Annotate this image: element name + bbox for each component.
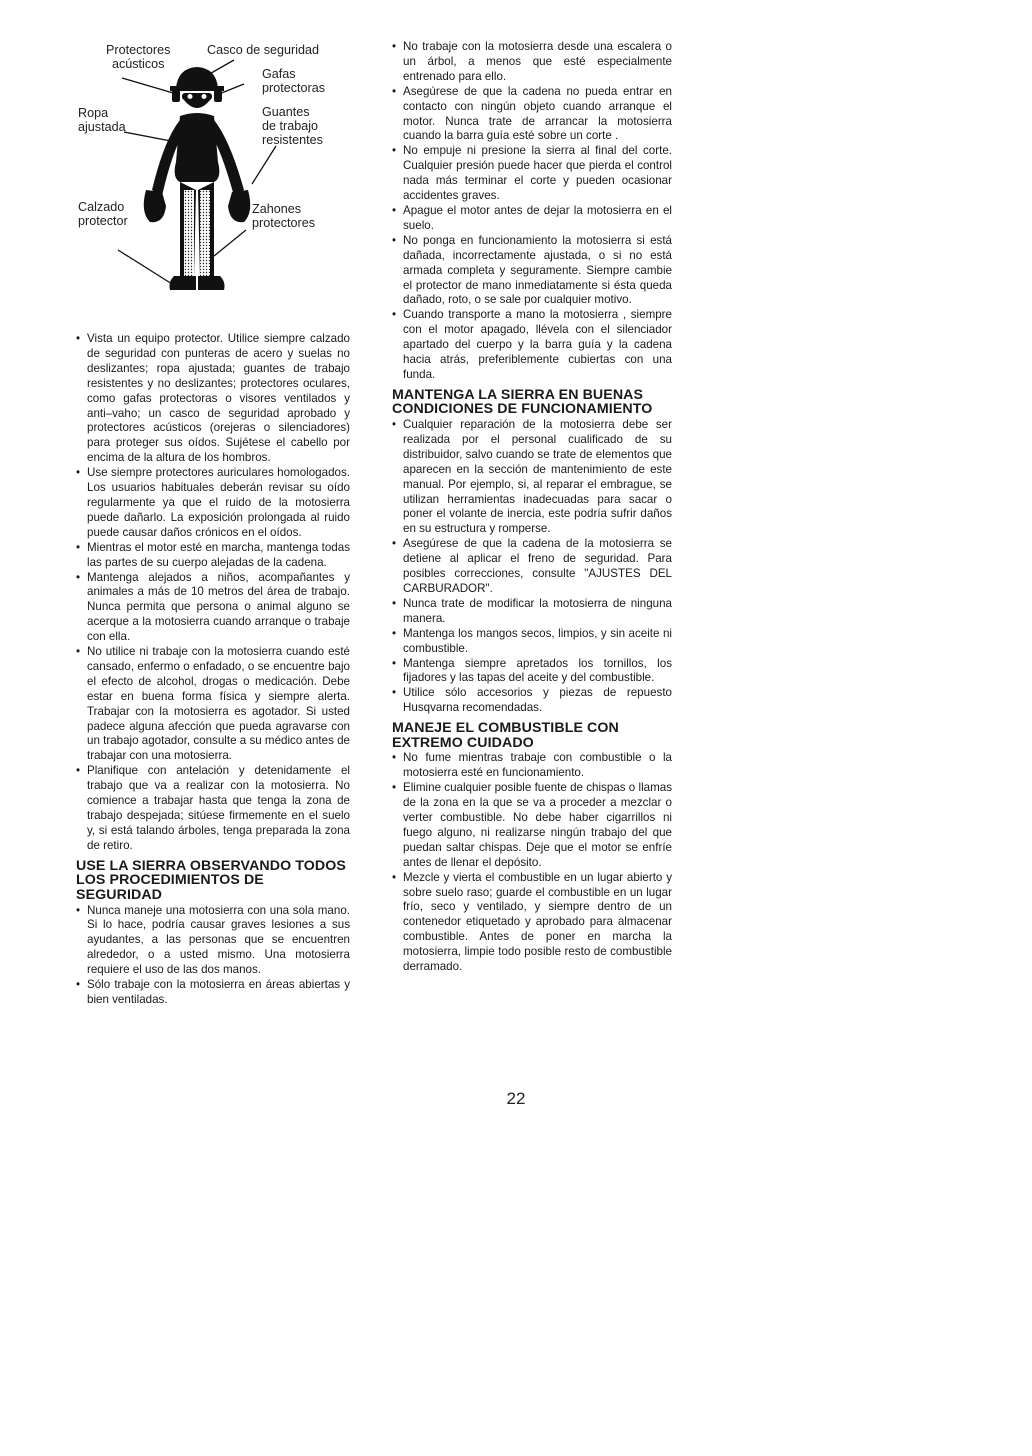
list-item: • Mezcle y vierta el combustible en un lugar abierto y sobre suelo raso; guarde el combustible en un lugar frío, seco y ventilado, y siempre dentro de un contenedor etiquetado y aprobado para almacenar combustible. Antes de poner en marcha la motosierra, limpie todo posible resto de combustible derramado.	[392, 871, 672, 975]
boot-shape	[170, 276, 197, 290]
safety-procedures-list	[76, 904, 350, 1008]
list-item: • Cuando transporte a mano la motosierra , siempre con el motor apagado, llévela con el silenciador apartado del cuerpo y la barra guía y la cadena hacia atrás, preferiblemente cubiertas con una funda.	[392, 308, 672, 383]
label-gloves: Guantes de trabajo resistentes	[262, 105, 323, 147]
label-ear-protection: Protectores acústicos	[106, 43, 171, 71]
intro-list-right	[392, 40, 672, 383]
list-item: • Utilice sólo accesorios y piezas de repuesto Husqvarna recomendadas.	[392, 686, 672, 716]
section-heading-maintenance: MANTENGA LA SIERRA EN BUENAS CONDICIONES DE FUNCIONAMIENTO	[392, 386, 653, 418]
section-heading-fuel: MANEJE EL COMBUSTIBLE CON EXTREMO CUIDADO	[392, 720, 619, 751]
list-item: • Cualquier reparación de la motosierra debe ser realizada por el personal cualificado de su distribuidor, salvo cuando se trate de elementos que aparecen en la sección de mantenimiento de este manual. Por ejemplo, si, al reparar el embrague, se utilizan herramientas inadecuadas para sacar o poner el volante de inercia, este podría sufrir daños en su estructura y romperse.	[392, 418, 672, 537]
list-item: • Asegúrese de que la cadena no pueda entrar en contacto con ningún objeto cuando arranque el motor. Nunca trate de arrancar la motosierra cuando la barra guía esté sobre un corte .	[392, 85, 672, 145]
label-goggles: Gafas protectoras	[262, 67, 325, 95]
label-clothing: Ropa ajustada	[78, 106, 126, 134]
goggles-shape	[182, 93, 212, 100]
helmet-shape	[176, 67, 218, 88]
maintenance-list	[392, 418, 672, 716]
list-item: • Elimine cualquier posible fuente de chispas o llamas de la zona en la que se va a proceder a mezclar o verter combustible. No debe haber cigarrillos ni fuego alguno, ni realizarse ningún trabajo del que puedan saltar chispas. Deje que el motor se enfríe antes de llenar el depósito.	[392, 781, 672, 870]
left-column	[76, 40, 350, 1008]
page-number: 22	[506, 1089, 526, 1108]
label-chaps: Zahones protectores	[252, 202, 315, 230]
protective-equipment-figure	[76, 40, 350, 302]
list-item: • Mientras el motor esté en marcha, mantenga todas las partes de su cuerpo alejadas de la cadena.	[76, 541, 350, 571]
list-item: • No ponga en funcionamiento la motosierra si está dañada, incorrectamente ajustada, o si no está armada completa y seguramente. Siempre cambie el protector de mano inmediatamente si ésta queda dañado, roto, o se sale por cualquier motivo.	[392, 234, 672, 309]
list-item: • Mantenga siempre apretados los tornillos, los fijadores y las tapas del aceite y del combustible.	[392, 657, 672, 687]
list-item: • Mantenga alejados a niños, acompañantes y animales a más de 10 metros del área de trabajo. Nunca permita que persona o animal alguno se acerque a la motosierra cuando arranque o trabaje con ella.	[76, 571, 350, 646]
list-item: • Nunca maneje una motosierra con una sola mano. Si lo hace, podría causar graves lesiones a sus ayudantes, a las personas que se encuentren alrededor, o a usted mismo. Una motosierra requiere el uso de las dos manos.	[76, 904, 350, 979]
list-item: • No utilice ni trabaje con la motosierra cuando esté cansado, enfermo o enfadado, o se encuentre bajo el efecto de alcohol, drogas o medicación. Debe estar en buena forma física y siempre alerta. Trabajar con la motosierra es agotador. Si usted padece alguna afección que pueda agravarse con un trabajo agotador, consulte a su médico antes de trabajar con una motosierra.	[76, 645, 350, 764]
glove-shape	[144, 190, 166, 222]
list-item: • Mantenga los mangos secos, limpios, y sin aceite ni combustible.	[392, 627, 672, 657]
right-column	[392, 40, 672, 975]
label-helmet: Casco de seguridad	[207, 43, 320, 57]
list-item: • Asegúrese de que la cadena de la motosierra se detiene al aplicar el freno de seguridad. Para posibles correcciones, consulte "AJUSTES DEL CARBURADOR".	[392, 537, 672, 597]
list-item: • Vista un equipo protector. Utilice siempre calzado de seguridad con punteras de acero y suelas no deslizantes; ropa ajustada; guantes de trabajo resistentes y no deslizantes; protectores oculares, como gafas protectoras o visores ventilados y anti–vaho; un casco de seguridad aprobado y protectores acústicos (orejeras o silenciadores) para proteger sus oídos. Sujétese el cabello por encima de la altura de los hombros.	[76, 332, 350, 466]
list-item: • Sólo trabaje con la motosierra en áreas abiertas y bien ventiladas.	[76, 978, 350, 1008]
list-item: • No empuje ni presione la sierra al final del corte. Cualquier presión puede hacer que pierda el control nada más terminar el corte y pueden ocasionar accidentes graves.	[392, 144, 672, 204]
section-heading-safety-procedures: USE LA SIERRA OBSERVANDO TODOS LOS PROCEDIMIENTOS DE SEGURIDAD	[76, 857, 346, 903]
list-item: • Apague el motor antes de dejar la motosierra en el suelo.	[392, 204, 672, 234]
intro-list-left	[76, 332, 350, 854]
chaps-shape	[184, 190, 194, 276]
list-item: • Use siempre protectores auriculares homologados. Los usuarios habituales deberán revisar su oído regularmente ya que el ruido de la motosierra puede dañarlo. La exposición prolongada al ruido puede causar daños crónicos en el oídos.	[76, 466, 350, 541]
list-item: • Planifique con antelación y detenidamente el trabajo que va a realizar con la motosierra. No comience a trabajar hasta que tenga la zona de trabajo despejada; sitúese firmemente en el suelo y, si está talando árboles, tenga preparada la zona de retiro.	[76, 764, 350, 853]
fuel-list	[392, 751, 672, 975]
jacket-shape	[175, 113, 220, 182]
list-item: • No trabaje con la motosierra desde una escalera o un árbol, a menos que esté especialmente entrenado para ello.	[392, 40, 672, 85]
list-item: • No fume mientras trabaje con combustible o la motosierra esté en funcionamiento.	[392, 751, 672, 781]
ear-protector-shape	[172, 90, 180, 102]
label-boots: Calzado protector	[78, 200, 128, 228]
list-item: • Nunca trate de modificar la motosierra de ninguna manera.	[392, 597, 672, 627]
